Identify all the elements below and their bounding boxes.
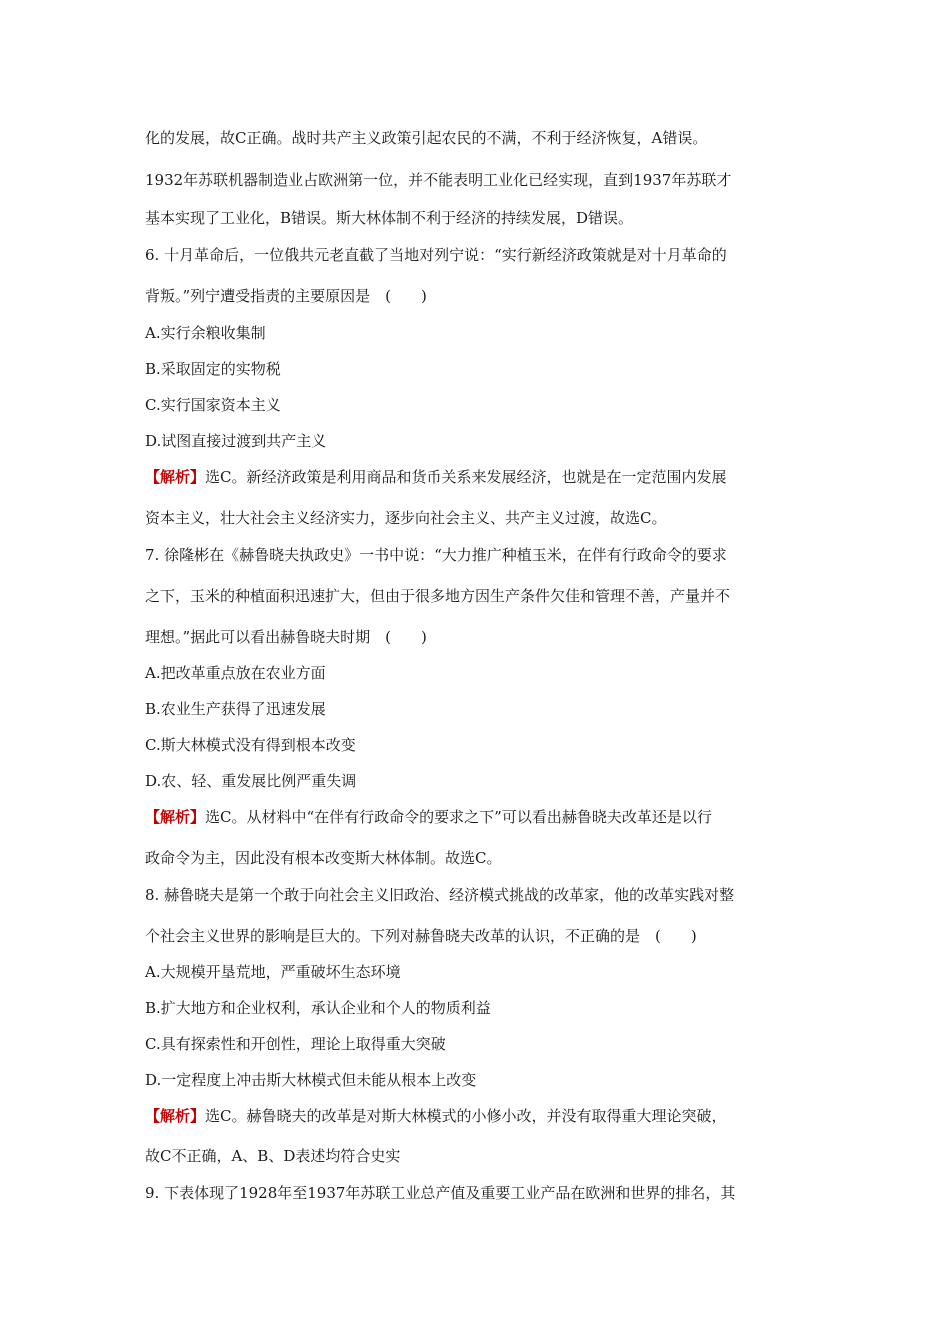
analysis-line bbox=[145, 807, 825, 827]
analysis-line bbox=[145, 467, 825, 487]
question-7-stem: 之下，玉米的种植面积迅速扩大，但由于很多地方因生产条件欠佳和管理不善，产量并不 bbox=[145, 587, 731, 605]
option-d: D.试图直接过渡到共产主义 bbox=[145, 432, 327, 450]
analysis-tag: 【解析】 bbox=[145, 468, 206, 486]
text-line: 故C不正确，A、B、D表述均符合史实 bbox=[145, 1147, 401, 1165]
analysis-text: 选C。从材料中“在伴有行政命令的要求之下”可以看出赫鲁晓夫改革还是以行 bbox=[205, 808, 712, 826]
question-7-stem: 7. 徐隆彬在《赫鲁晓夫执政史》一书中说：“大力推广种植玉米，在伴有行政命令的要求 bbox=[145, 546, 727, 564]
question-9-stem: 9. 下表体现了1928年至1937年苏联工业总产值及重要工业产品在欧洲和世界的排名，其 bbox=[145, 1184, 736, 1202]
option-a: A.把改革重点放在农业方面 bbox=[145, 664, 326, 682]
text-line: 1932年苏联机器制造业占欧洲第一位，并不能表明工业化已经实现，直到1937年苏联才 bbox=[145, 171, 732, 189]
analysis-tag: 【解析】 bbox=[145, 808, 206, 826]
option-c: C.具有探索性和开创性，理论上取得重大突破 bbox=[145, 1035, 446, 1053]
option-a: A.大规模开垦荒地，严重破坏生态环境 bbox=[145, 963, 401, 981]
question-6-stem: 背叛。”列宁遭受指责的主要原因是 ( ) bbox=[145, 287, 427, 305]
option-a: A.实行余粮收集制 bbox=[145, 324, 266, 342]
text-line: 化的发展，故C正确。战时共产主义政策引起农民的不满，不利于经济恢复，A错误。 bbox=[145, 129, 708, 147]
option-b: B.农业生产获得了迅速发展 bbox=[145, 700, 326, 718]
option-d: D.农、轻、重发展比例严重失调 bbox=[145, 772, 357, 790]
text-line: 基本实现了工业化，B错误。斯大林体制不利于经济的持续发展，D错误。 bbox=[145, 209, 634, 227]
option-c: C.实行国家资本主义 bbox=[145, 396, 281, 414]
option-d: D.一定程度上冲击斯大林模式但未能从根本上改变 bbox=[145, 1071, 477, 1089]
analysis-tag: 【解析】 bbox=[145, 1107, 206, 1125]
text-line: 政命令为主，因此没有根本改变斯大林体制。故选C。 bbox=[145, 849, 502, 867]
question-8-stem: 个社会主义世界的影响是巨大的。下列对赫鲁晓夫改革的认识，不正确的是 ( ) bbox=[145, 927, 697, 945]
option-b: B.采取固定的实物税 bbox=[145, 360, 281, 378]
question-6-stem: 6. 十月革命后，一位俄共元老直截了当地对列宁说：“实行新经济政策就是对十月革命的 bbox=[145, 246, 727, 264]
question-8-stem: 8. 赫鲁晓夫是第一个敢于向社会主义旧政治、经济模式挑战的改革家，他的改革实践对整 bbox=[145, 886, 735, 904]
analysis-text: 选C。新经济政策是利用商品和货币关系来发展经济，也就是在一定范围内发展 bbox=[205, 468, 727, 486]
option-b: B.扩大地方和企业权利，承认企业和个人的物质利益 bbox=[145, 999, 491, 1017]
analysis-text: 选C。赫鲁晓夫的改革是对斯大林模式的小修小改，并没有取得重大理论突破， bbox=[205, 1107, 727, 1125]
analysis-line bbox=[145, 1106, 825, 1126]
option-c: C.斯大林模式没有得到根本改变 bbox=[145, 736, 356, 754]
question-7-stem: 理想。”据此可以看出赫鲁晓夫时期 ( ) bbox=[145, 628, 427, 646]
text-line: 资本主义，壮大社会主义经济实力，逐步向社会主义、共产主义过渡，故选C。 bbox=[145, 509, 667, 527]
